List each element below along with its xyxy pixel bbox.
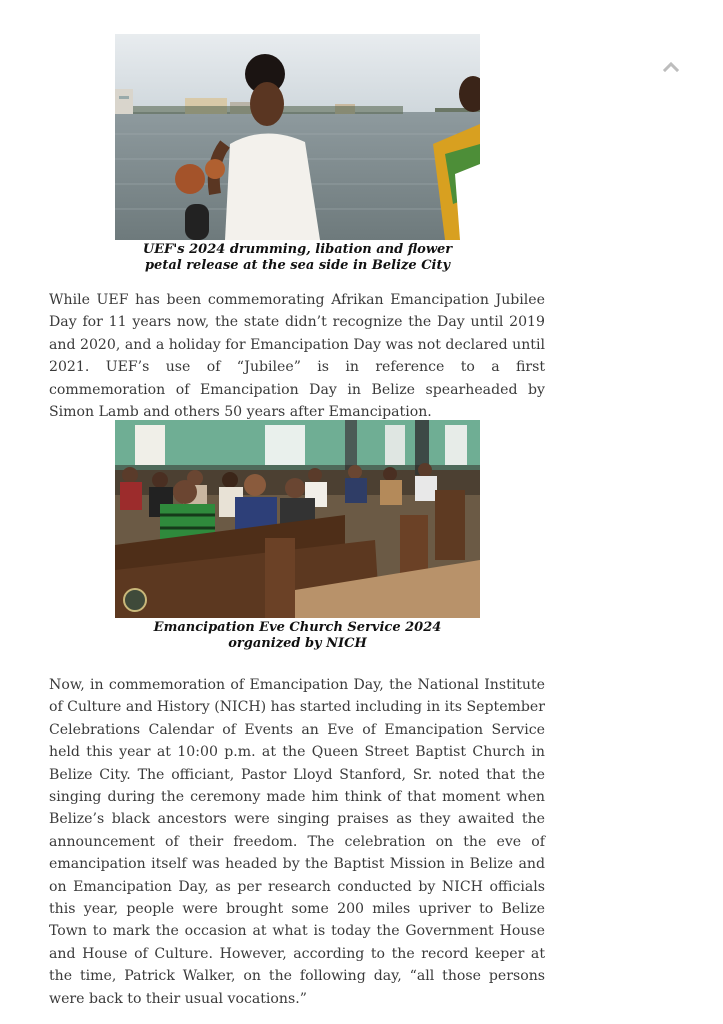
- figure-caption: Emancipation Eve Church Service 2024 organized by NICH: [153, 620, 442, 651]
- scroll-top-button[interactable]: [660, 56, 682, 76]
- figure-sea-side: [115, 34, 480, 274]
- figure-church-service: [115, 420, 480, 652]
- chevron-up-icon: [663, 60, 679, 72]
- article-paragraph: While UEF has been commemorating Afrikan Emancipation Jubilee Day for 11 years now, the state didn’t recognize the Day until 2019 and 2020, and a holiday for Emancipation Day was not declared until 2021. UEF’s use of “Jubilee” is in reference to a first commemoration of Emancipation Day in Belize spearheaded by Simon Lamb and others 50 years after Emancipation.: [49, 292, 545, 421]
- figure-caption: UEF's 2024 drumming, libation and flower petal release at the sea side in Belize City: [142, 242, 453, 273]
- sea-side-photo: [115, 34, 480, 240]
- church-service-photo: [115, 420, 480, 618]
- article-paragraph: Now, in commemoration of Emancipation Day, the National Institute of Culture and History (NICH) has started including in its September Celebrations Calendar of Events an Eve of Emancipation Service held this year at 10:00 p.m. at the Queen Street Baptist Church in Belize City. The officiant, Pastor Lloyd Stanford, Sr. noted that the singing during the ceremony made him think of that moment when Belize’s black ancestors were singing praises as they awaited the announcement of their freedom. The celebration on the eve of emancipation itself was headed by the Baptist Mission in Belize and on Emancipation Day, as per research conducted by NICH officials this year, people were brought some 200 miles upriver to Belize Town to mark the occasion at what is today the Government House and House of Culture. However, according to the record keeper at the time, Patrick Walker, on the following day, “all those persons were back to their usual vocations.”: [49, 677, 545, 1007]
